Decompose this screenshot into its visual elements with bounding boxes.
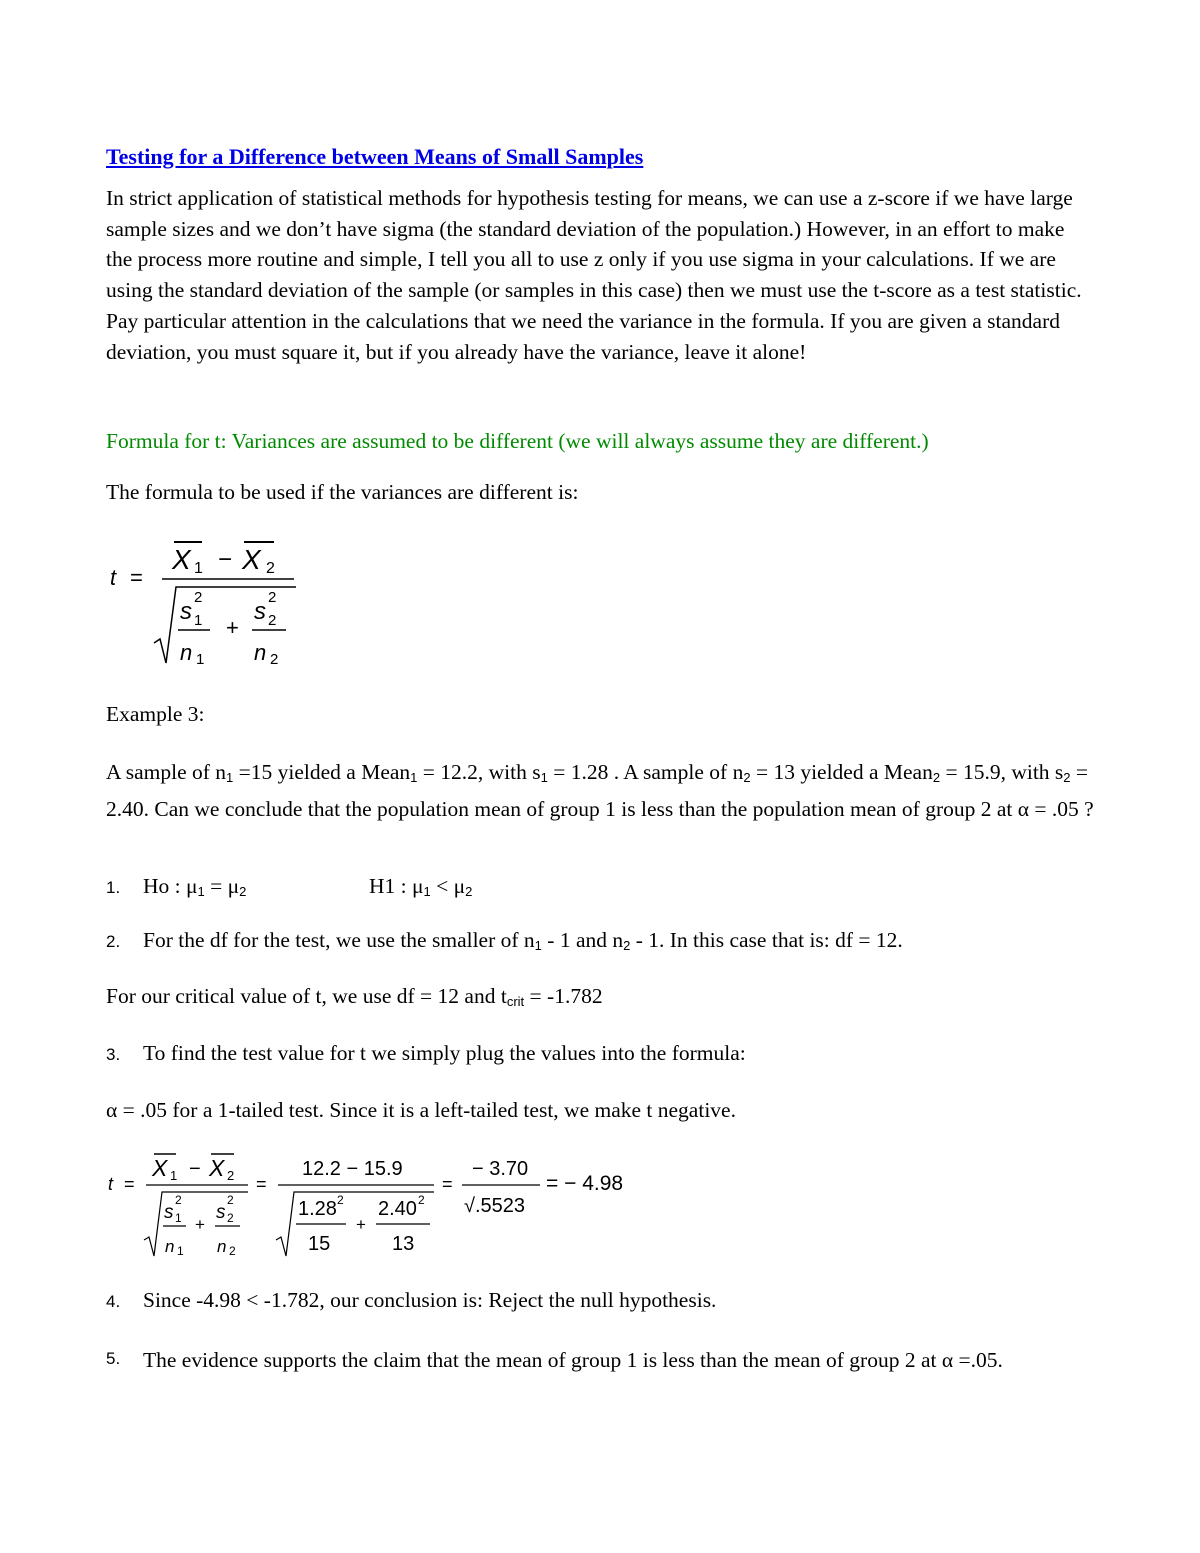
value-n1: 15 [308, 1233, 331, 1255]
step-1-null-hypothesis: Ho : $\mu_1 = \mu_2$ [143, 874, 247, 899]
formula-s1-sq: 2 [194, 589, 203, 606]
example-problem: A sample of $n_1 =15$ yielded a Mean$_1$ = 12.2, with $s_1 = 1.28$ . A sample of $n_2 = 13$ yielded a Mean$_2$ = 15.9, with $s_2 = 2.40$. Can we conclude that the population mean of group 1 is less than the population mean of group 2 at α = .05 ? [106, 760, 1094, 821]
step-5-text: The evidence supports the claim that the mean of group 1 is less than the mean of group 2 at α =.05. [143, 1348, 1003, 1372]
formula-s2-sub: 2 [268, 612, 277, 629]
simplified-denominator: √.5523 [464, 1195, 526, 1217]
svg-text:+: + [195, 1215, 205, 1234]
formula-n2-sub: 2 [270, 651, 279, 668]
svg-text:2: 2 [337, 1193, 344, 1207]
formula-intro: The formula to be used if the variances are different is: [106, 480, 579, 504]
formula-n1: n [180, 640, 193, 665]
formula-x1-sub: 1 [194, 560, 203, 577]
step-3-text: To find the test value for t we simply plug the values into the formula: [143, 1041, 746, 1065]
formula-s1: s [180, 598, 192, 625]
svg-text:2: 2 [175, 1193, 182, 1207]
value-s2: 2.40 [378, 1198, 417, 1220]
step-3-number: 3. [106, 1045, 121, 1064]
simplified-numerator: − 3.70 [472, 1158, 529, 1180]
step-2-number: 2. [106, 932, 121, 951]
svg-text:2: 2 [227, 1193, 234, 1207]
formula-t: t [110, 565, 117, 590]
svg-text:s: s [164, 1202, 174, 1223]
page-title[interactable]: Testing for a Difference between Means of Small Samples [106, 144, 644, 169]
t-computation-formula [106, 1148, 646, 1260]
formula-heading: Formula for t: Variances are assumed to be different (we will always assume they are different.) [106, 429, 929, 453]
svg-text:=: = [442, 1174, 453, 1194]
svg-text:−: − [189, 1158, 201, 1180]
formula-eq: = [130, 565, 143, 590]
value-s1: 1.28 [298, 1198, 337, 1220]
formula-x2-sub: 2 [266, 560, 275, 577]
formula-plus: + [226, 615, 239, 640]
step-1-number: 1. [106, 878, 121, 897]
svg-text:n: n [217, 1237, 227, 1256]
t-formula-different-variances [106, 535, 306, 670]
t-result: = − 4.98 [546, 1172, 624, 1195]
svg-text:=: = [256, 1174, 267, 1194]
alpha-line: α = .05 for a 1-tailed test. Since it is a left-tailed test, we make t negative. [106, 1098, 736, 1122]
step-5-number: 5. [106, 1349, 121, 1368]
formula-s1-sub: 1 [194, 612, 203, 629]
step-4-number: 4. [106, 1292, 121, 1311]
step-4-text: Since -4.98 < -1.782, our conclusion is: Reject the null hypothesis. [143, 1288, 717, 1312]
svg-text:=: = [124, 1174, 135, 1194]
formula-s2-sq: 2 [268, 589, 277, 606]
formula-minus: − [218, 546, 233, 573]
svg-text:+: + [356, 1215, 366, 1234]
svg-text:2: 2 [418, 1193, 425, 1207]
svg-text:2: 2 [229, 1244, 236, 1258]
formula-x2: X [242, 544, 261, 575]
svg-text:2: 2 [227, 1211, 234, 1225]
svg-text:1: 1 [170, 1168, 178, 1183]
example-label: Example 3: [106, 702, 205, 726]
formula-n2: n [254, 640, 267, 665]
svg-text:t: t [108, 1174, 114, 1194]
svg-text:n: n [165, 1237, 175, 1256]
step-2-text: For the df for the test, we use the smaller of $n_1 - 1$ and $n_2 - 1$. In this case that is: df = 12. [143, 928, 903, 953]
svg-text:2: 2 [227, 1168, 235, 1183]
formula-s2: s [254, 598, 266, 625]
formula-n1-sub: 1 [196, 651, 205, 668]
svg-text:s: s [216, 1202, 226, 1223]
svg-text:X: X [209, 1155, 225, 1181]
formula-x1: X [172, 544, 191, 575]
intro-paragraph: In strict application of statistical methods for hypothesis testing for means, we can use a z-score if we have large sample sizes and we don’t have sigma (the standard deviation of the population.) However, in an effort to make the process more routine and simple, I tell you all to use z only if you use sigma in your calculations. If we are using the standard deviation of the sample (or samples in this case) then we must use the t-score as a test statistic. Pay particular attention in the calculations that we need the variance in the formula. If you are given a standard deviation, you must square it, but if you already have the variance, leave it alone! [106, 186, 1082, 364]
values-numerator: 12.2 − 15.9 [302, 1158, 403, 1180]
step-1-alt-hypothesis: H1 : $\mu_1 < \mu_2$ [369, 874, 473, 899]
svg-text:X: X [152, 1155, 168, 1181]
svg-text:1: 1 [177, 1244, 184, 1258]
svg-text:1: 1 [175, 1211, 182, 1225]
value-n2: 13 [392, 1233, 415, 1255]
critical-value-line: For our critical value of t, we use df = 12 and $t_{crit} = -1.782$ [106, 984, 603, 1009]
